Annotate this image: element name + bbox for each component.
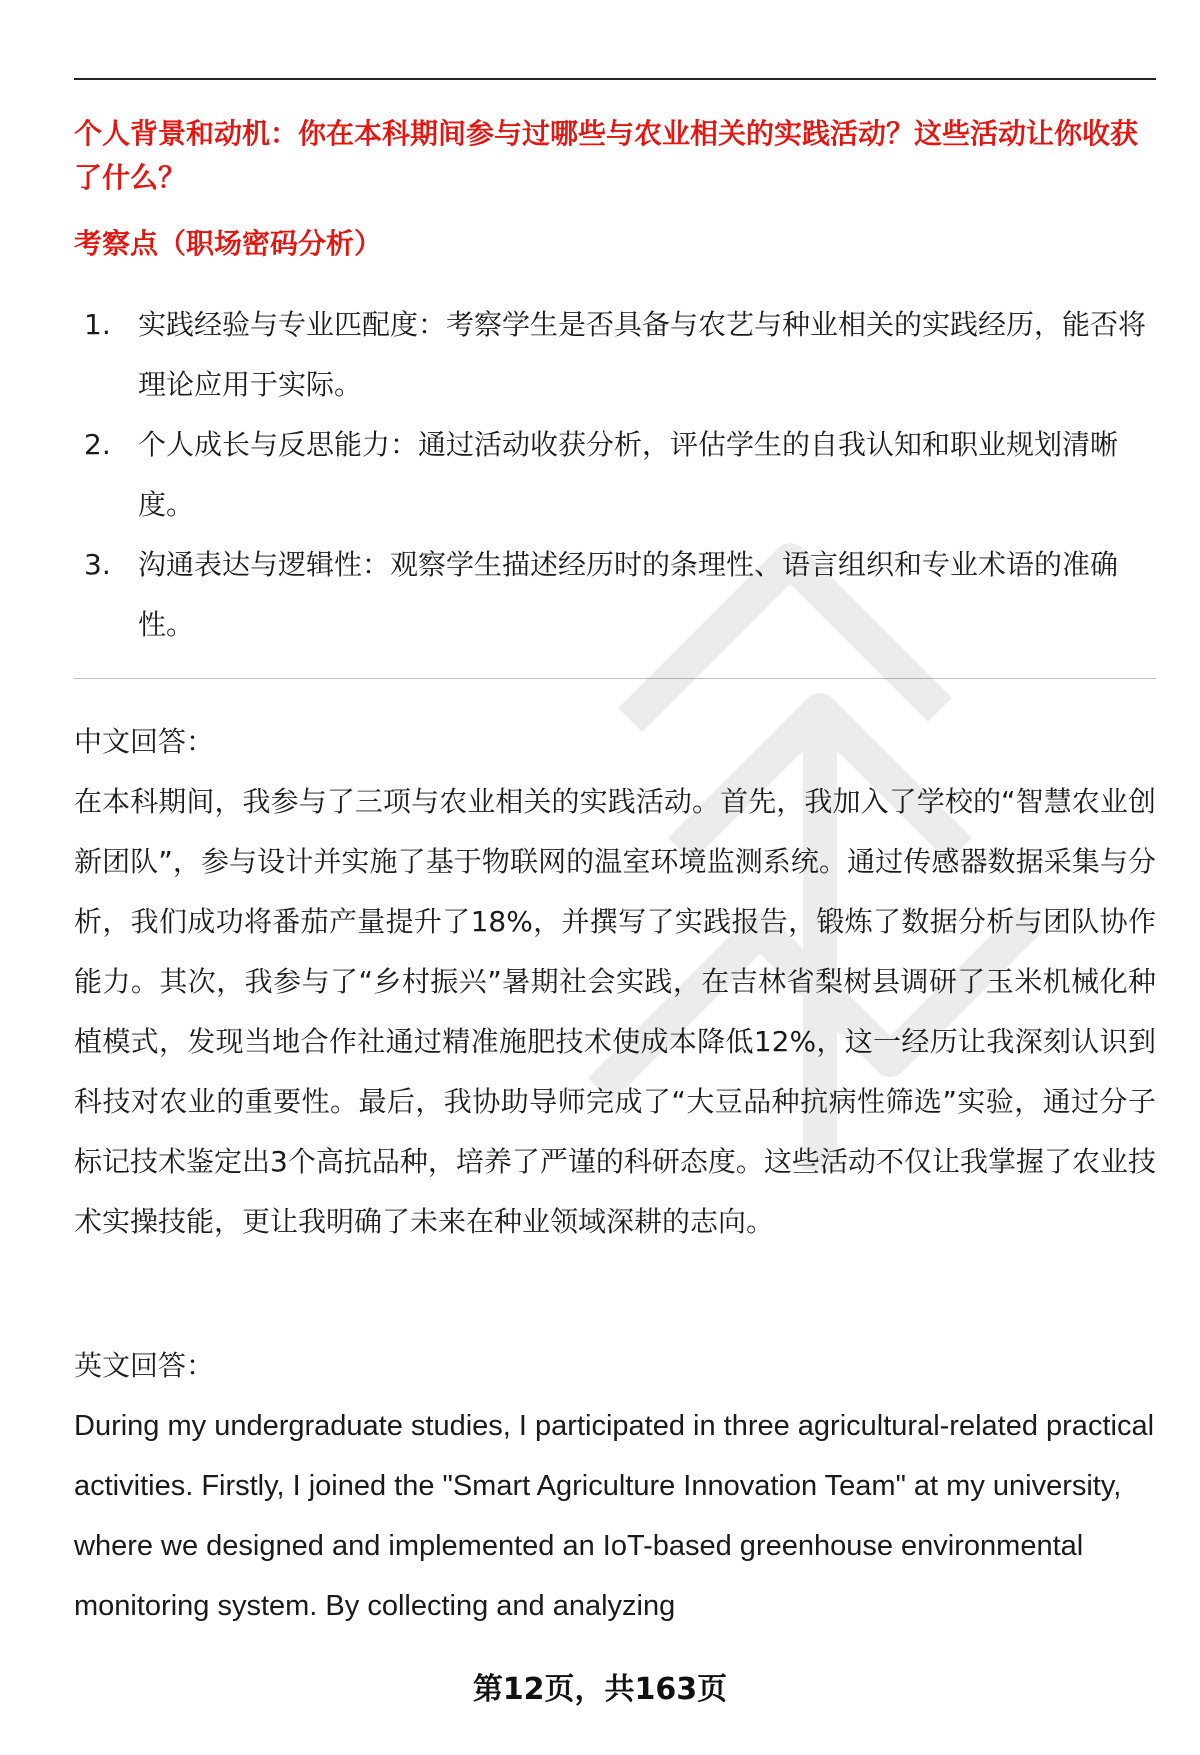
assessment-item <box>74 295 1156 415</box>
english-answer-label: 英文回答： <box>74 1349 215 1382</box>
question-heading: 个人背景和动机：你在本科期间参与过哪些与农业相关的实践活动？这些活动让你收获了什么？ <box>74 117 1139 194</box>
chinese-answer-text: 在本科期间，我参与了三项与农业相关的实践活动。首先，我加入了学校的“智慧农业创新团队”，参与设计并实施了基于物联网的温室环境监测系统。通过传感器数据采集与分析，我们成功将番茄产量提升了18%，并撰写了实践报告，锻炼了数据分析与团队协作能力。其次，我参与了“乡村振兴”暑期社会实践，在吉林省梨树县调研了玉米机械化种植模式，发现当地合作社通过精准施肥技术使成本降低12%，这一经历让我深刻认识到科技对农业的重要性。最后，我协助导师完成了“大豆品种抗病性筛选”实验，通过分子标记技术鉴定出3个高抗品种，培养了严谨的科研态度。这些活动不仅让我掌握了农业技术实操技能，更让我明确了未来在种业领域深耕的志向。 <box>74 785 1156 1238</box>
item-number: 1. <box>84 308 111 341</box>
item-number: 2. <box>84 428 111 461</box>
chinese-answer-label: 中文回答： <box>74 725 215 758</box>
page-number: 第12页，共163页 <box>472 1672 728 1707</box>
english-answer-text: During my undergraduate studies, I participated in three agricultural-related practical activities. Firstly, I joined the "Smart Agriculture Innovation Team" at my university, where we designed and implemented an IoT-based greenhouse environmental monitoring system. By collecting and analyzing <box>74 1410 1155 1622</box>
assessment-heading: 考察点（职场密码分析） <box>74 227 383 260</box>
item-text: 沟通表达与逻辑性：观察学生描述经历时的条理性、语言组织和专业术语的准确性。 <box>138 548 1119 641</box>
item-text: 个人成长与反思能力：通过活动收获分析，评估学生的自我认知和职业规划清晰度。 <box>138 428 1119 521</box>
item-text: 实践经验与专业匹配度：考察学生是否具备与农艺与种业相关的实践经历，能否将理论应用于实际。 <box>138 308 1147 401</box>
item-number: 3. <box>84 548 111 581</box>
top-rule <box>74 78 1156 80</box>
watermark-logo <box>560 470 1080 1230</box>
